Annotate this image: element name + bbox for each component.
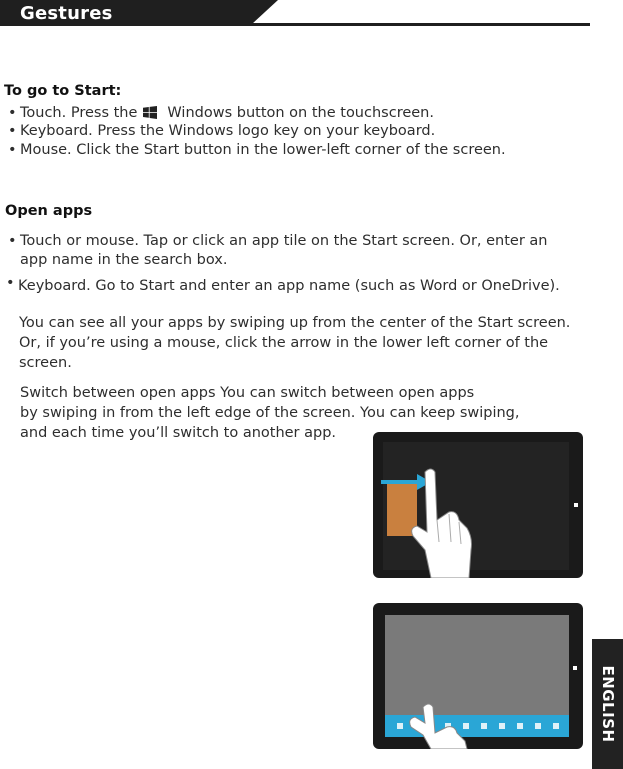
list-item: • Keyboard. Press the Windows logo key on your keyboard. [8, 123, 436, 139]
paragraph-line: and each time you’ll switch to another app. [20, 425, 337, 441]
paragraph-line: Or, if you’re using a mouse, click the arrow in the lower left corner of the [19, 335, 549, 351]
list-item: • Keyboard. Go to Start and enter an app name (such as Word or OneDrive). [6, 275, 560, 294]
touch-item-text: Touch. Press the [20, 105, 138, 121]
all-apps-paragraph [19, 313, 570, 373]
list-item: • Mouse. Click the Start button in the lower-left corner of the screen. [8, 142, 506, 158]
open-apps-heading: Open apps [5, 203, 93, 219]
paragraph-line: screen. [19, 355, 72, 371]
paragraph-line: You can see all your apps by swiping up from the center of the Start screen. [19, 315, 571, 331]
touch-mouse-item-text-cont: app name in the search box. [20, 252, 228, 268]
touch-mouse-item-text: Touch or mouse. Tap or click an app tile on the Start screen. Or, enter an [20, 233, 548, 249]
language-label: ENGLISH [598, 665, 617, 743]
touch-item-text-2: Windows button on the touchscreen. [167, 105, 434, 121]
mouse-item-text: Mouse. Click the Start button in the lower-left corner of the screen. [20, 142, 506, 158]
language-side-tab [592, 639, 623, 769]
paragraph-line: by swiping in from the left edge of the screen. You can keep swiping, [20, 405, 520, 421]
keyboard-item-text: Keyboard. Press the Windows logo key on your keyboard. [20, 123, 436, 139]
start-heading: To go to Start: [4, 83, 122, 99]
page-title: Gestures [20, 3, 113, 24]
swipe-up-illustration [373, 603, 583, 749]
list-item: • Touch. Press the Windows button on the touchscreen. [8, 104, 434, 125]
keyboard-open-item-text: Keyboard. Go to Start and enter an app name (such as Word or OneDrive). [18, 278, 560, 294]
paragraph-line: Switch between open apps You can switch between open apps [20, 385, 475, 401]
list-item: • Touch or mouse. Tap or click an app tile on the Start screen. Or, enter an [8, 233, 548, 249]
swipe-left-edge-illustration [373, 432, 583, 578]
